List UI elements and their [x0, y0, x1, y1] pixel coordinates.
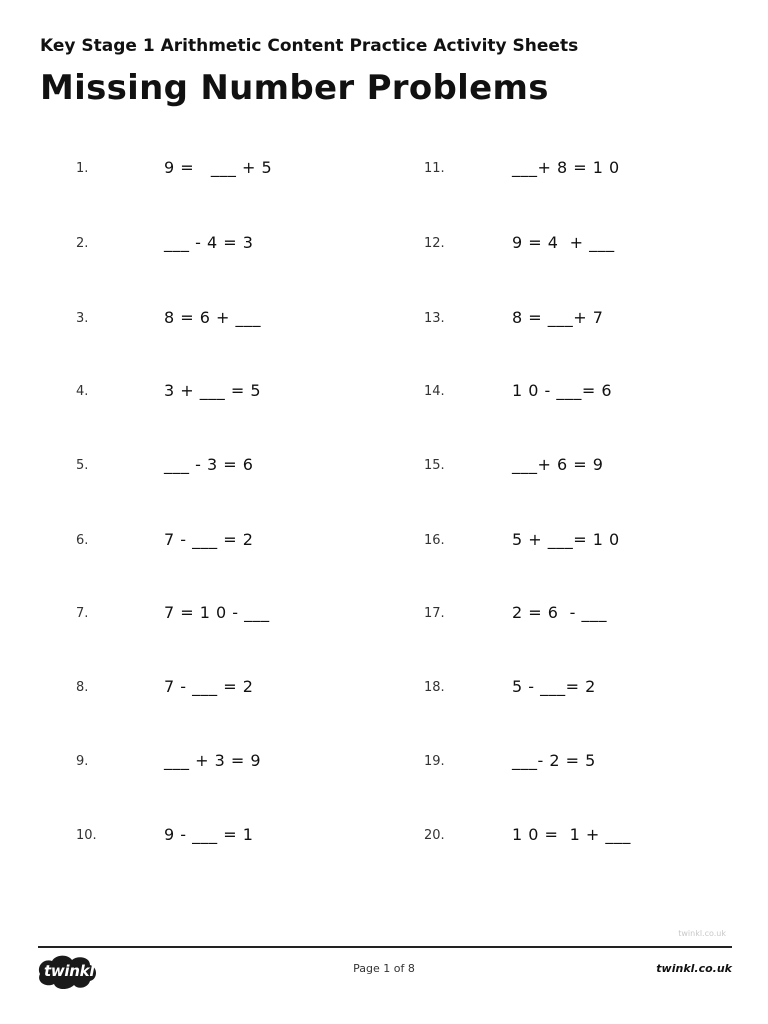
problem-equation: 5 - ___= 2: [512, 677, 596, 696]
problem-number: 1.: [76, 161, 89, 176]
problem-equation: ___+ 8 = 1 0: [512, 158, 620, 177]
problem-equation: ___ + 3 = 9: [164, 751, 262, 770]
footer-divider: [38, 946, 732, 948]
problem-number: 6.: [76, 533, 89, 548]
problem-item: [76, 751, 376, 773]
problem-number: 19.: [424, 754, 445, 769]
problem-number: 10.: [76, 828, 97, 843]
problem-number: 15.: [424, 458, 445, 473]
problem-number: 5.: [76, 458, 89, 473]
problem-item: [76, 308, 376, 330]
problem-number: 4.: [76, 384, 89, 399]
problem-item: [424, 603, 724, 625]
problem-equation: 8 = ___+ 7: [512, 308, 604, 327]
problem-equation: ___- 2 = 5: [512, 751, 596, 770]
problem-number: 3.: [76, 311, 89, 326]
problem-equation: 8 = 6 + ___: [164, 308, 262, 327]
worksheet-title: Missing Number Problems: [40, 68, 549, 108]
problem-number: 18.: [424, 680, 445, 695]
problem-number: 20.: [424, 828, 445, 843]
problem-item: [424, 825, 724, 847]
problem-item: [424, 455, 724, 477]
problem-number: 13.: [424, 311, 445, 326]
problem-item: [76, 603, 376, 625]
problem-equation: 3 + ___ = 5: [164, 381, 262, 400]
problem-equation: 7 - ___ = 2: [164, 530, 254, 549]
problem-item: [424, 530, 724, 552]
problem-equation: 9 = 4 + ___: [512, 233, 615, 252]
problem-number: 14.: [424, 384, 445, 399]
problem-item: [424, 677, 724, 699]
problem-equation: 1 0 - ___= 6: [512, 381, 613, 400]
problem-item: [76, 825, 376, 847]
page-number: Page 1 of 8: [353, 962, 415, 975]
problem-equation: 1 0 = 1 + ___: [512, 825, 631, 844]
problem-number: 8.: [76, 680, 89, 695]
problem-equation: 9 = ___ + 5: [164, 158, 273, 177]
problem-number: 9.: [76, 754, 89, 769]
problem-number: 2.: [76, 236, 89, 251]
problem-item: [424, 233, 724, 255]
problem-item: [424, 751, 724, 773]
problem-item: [76, 530, 376, 552]
problem-equation: 7 = 1 0 - ___: [164, 603, 270, 622]
problem-equation: 2 = 6 - ___: [512, 603, 607, 622]
problem-number: 7.: [76, 606, 89, 621]
problem-equation: 5 + ___= 1 0: [512, 530, 620, 549]
watermark: twinkl.co.uk: [678, 929, 726, 938]
twinkl-logo-text: twinkl: [44, 962, 95, 980]
problem-item: [76, 233, 376, 255]
problem-number: 11.: [424, 161, 445, 176]
problem-item: [424, 308, 724, 330]
problem-equation: 9 - ___ = 1: [164, 825, 254, 844]
site-url: twinkl.co.uk: [656, 962, 732, 975]
problem-equation: ___+ 6 = 9: [512, 455, 604, 474]
problem-number: 17.: [424, 606, 445, 621]
problem-item: [76, 381, 376, 403]
problem-item: [424, 158, 724, 180]
problem-equation: 7 - ___ = 2: [164, 677, 254, 696]
problem-equation: ___ - 4 = 3: [164, 233, 254, 252]
problem-item: [76, 158, 376, 180]
problem-item: [424, 381, 724, 403]
problem-item: [76, 677, 376, 699]
problem-number: 16.: [424, 533, 445, 548]
problem-number: 12.: [424, 236, 445, 251]
problem-equation: ___ - 3 = 6: [164, 455, 254, 474]
worksheet-subtitle: Key Stage 1 Arithmetic Content Practice Activity Sheets: [40, 36, 579, 56]
problem-item: [76, 455, 376, 477]
